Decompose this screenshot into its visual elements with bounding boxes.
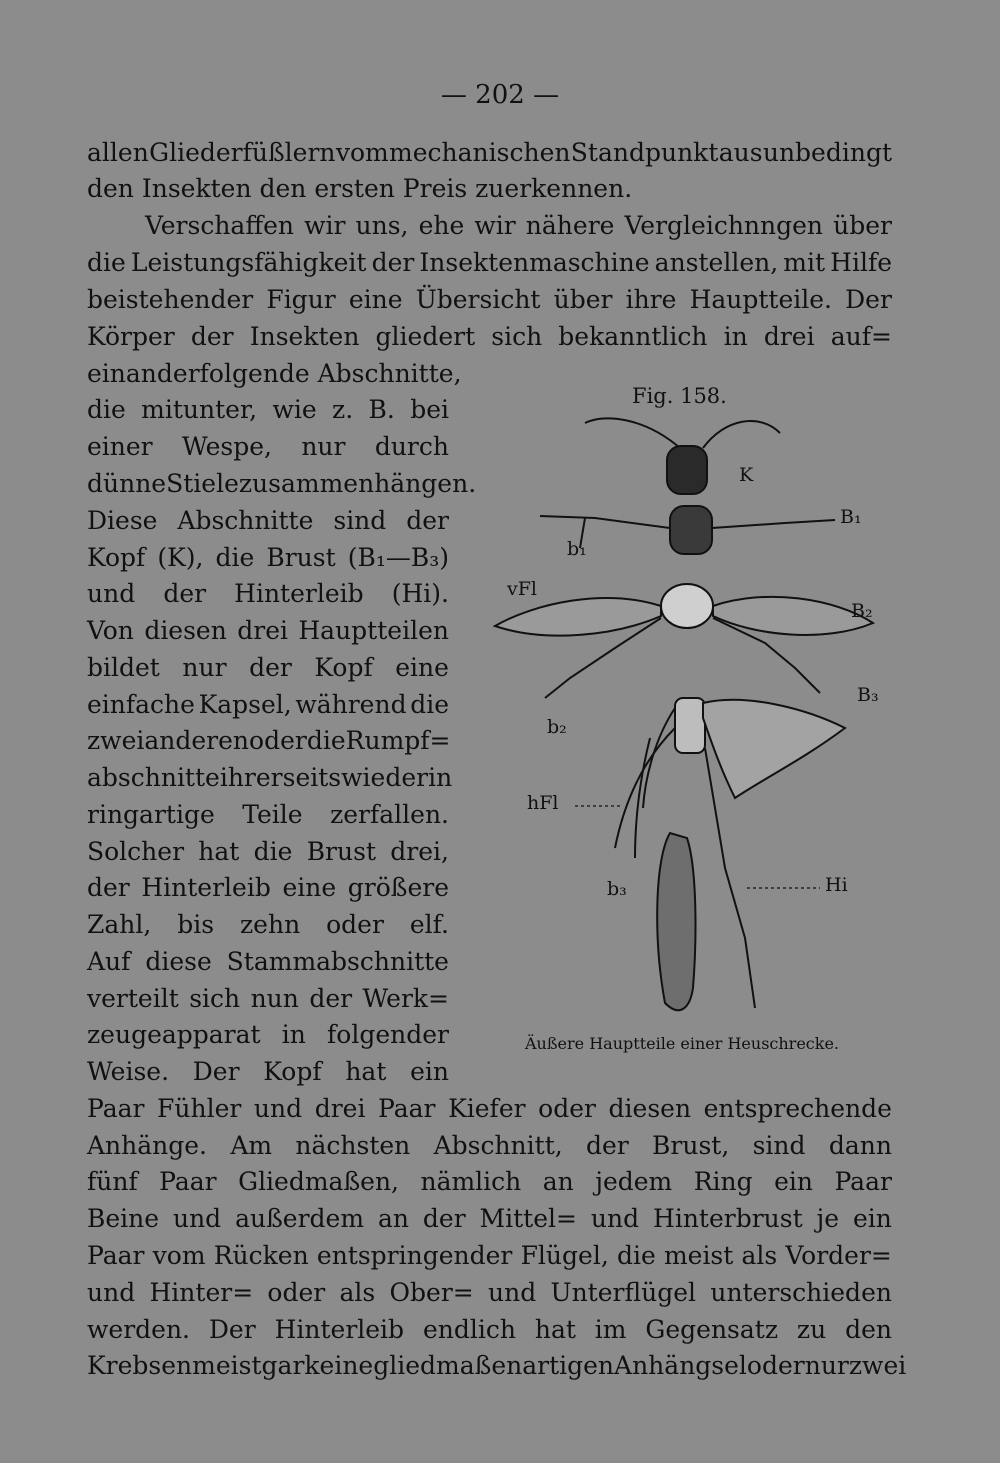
text-line: Zahl, bis zehn oder elf. <box>87 910 449 939</box>
text-line: Paar vom Rücken entspringender Flügel, die meist als Vorder= <box>87 1241 892 1270</box>
text-line: Krebsen meist gar keine gliedmaßenartigen Anhängsel oder nur zwei <box>87 1351 907 1380</box>
text-line: Beine und außerdem an der Mittel= und Hinterbrust je ein <box>87 1204 892 1233</box>
figure-158 <box>475 378 895 1058</box>
text-line: zeugeapparat in folgender <box>87 1020 449 1049</box>
text-line: und Hinter= oder als Ober= und Unterflügel unterschieden <box>87 1278 892 1307</box>
figure-caption: Äußere Hauptteile einer Heuschrecke. <box>525 1034 839 1053</box>
text-line: Anhänge. Am nächsten Abschnitt, der Brust, sind dann <box>87 1131 892 1160</box>
page-number: — 202 — <box>440 80 560 110</box>
text-line: allen Gliederfüßlern vom mechanischen Standpunkt aus unbedingt <box>87 138 892 167</box>
label-b2-leg: b₂ <box>547 716 567 738</box>
text-line: werden. Der Hinterleib endlich hat im Gegensatz zu den <box>87 1315 892 1344</box>
text-line: zwei anderen oder die Rumpf= <box>87 726 451 755</box>
grasshopper-illustration <box>475 378 895 1028</box>
label-b1-leg: b₁ <box>567 538 587 560</box>
text-line: einanderfolgende Abschnitte, <box>87 359 462 388</box>
text-line: den Insekten den ersten Preis zuerkennen. <box>87 174 633 203</box>
text-line: Verschaffen wir uns, ehe wir nähere Vergleichnngen über <box>145 211 892 240</box>
label-b2: B₂ <box>851 600 873 622</box>
label-b3-leg: b₃ <box>607 878 627 900</box>
text-line: Auf diese Stammabschnitte <box>87 947 449 976</box>
text-line: einfache Kapsel, während die <box>87 690 449 719</box>
text-line: Weise. Der Kopf hat ein <box>87 1057 449 1086</box>
text-line: bildet nur der Kopf eine <box>87 653 449 682</box>
text-line: Von diesen drei Hauptteilen <box>87 616 449 645</box>
text-line: fünf Paar Gliedmaßen, nämlich an jedem Ring ein Paar <box>87 1167 892 1196</box>
text-line: beistehender Figur eine Übersicht über ihre Hauptteile. Der <box>87 285 892 314</box>
label-hfl: hFl <box>527 792 559 814</box>
text-line: ringartige Teile zerfallen. <box>87 800 449 829</box>
text-line: und der Hinterleib (Hi). <box>87 579 449 608</box>
label-b1: B₁ <box>840 506 862 528</box>
label-k: K <box>739 464 754 486</box>
figure-title: Fig. 158. <box>632 384 727 408</box>
text-line: Diese Abschnitte sind der <box>87 506 449 535</box>
text-line: Paar Fühler und drei Paar Kiefer oder diesen entsprechende <box>87 1094 892 1123</box>
text-line: die mitunter, wie z. B. bei <box>87 395 449 424</box>
text-line: abschnitte ihrerseits wieder in <box>87 763 453 792</box>
text-line: die Leistungsfähigkeit der Insektenmaschine anstellen, mit Hilfe <box>87 248 892 277</box>
label-hi: Hi <box>825 874 848 896</box>
text-line: verteilt sich nun der Werk= <box>87 984 449 1013</box>
label-b3: B₃ <box>857 684 879 706</box>
text-line: Körper der Insekten gliedert sich bekanntlich in drei auf= <box>87 322 892 351</box>
text-line: Solcher hat die Brust drei, <box>87 837 449 866</box>
text-line: der Hinterleib eine größere <box>87 873 449 902</box>
text-line: Kopf (K), die Brust (B₁—B₃) <box>87 543 449 572</box>
label-vfl: vFl <box>507 578 537 600</box>
text-line: einer Wespe, nur durch <box>87 432 449 461</box>
text-line: dünne Stiele zusammenhängen. <box>87 469 477 498</box>
